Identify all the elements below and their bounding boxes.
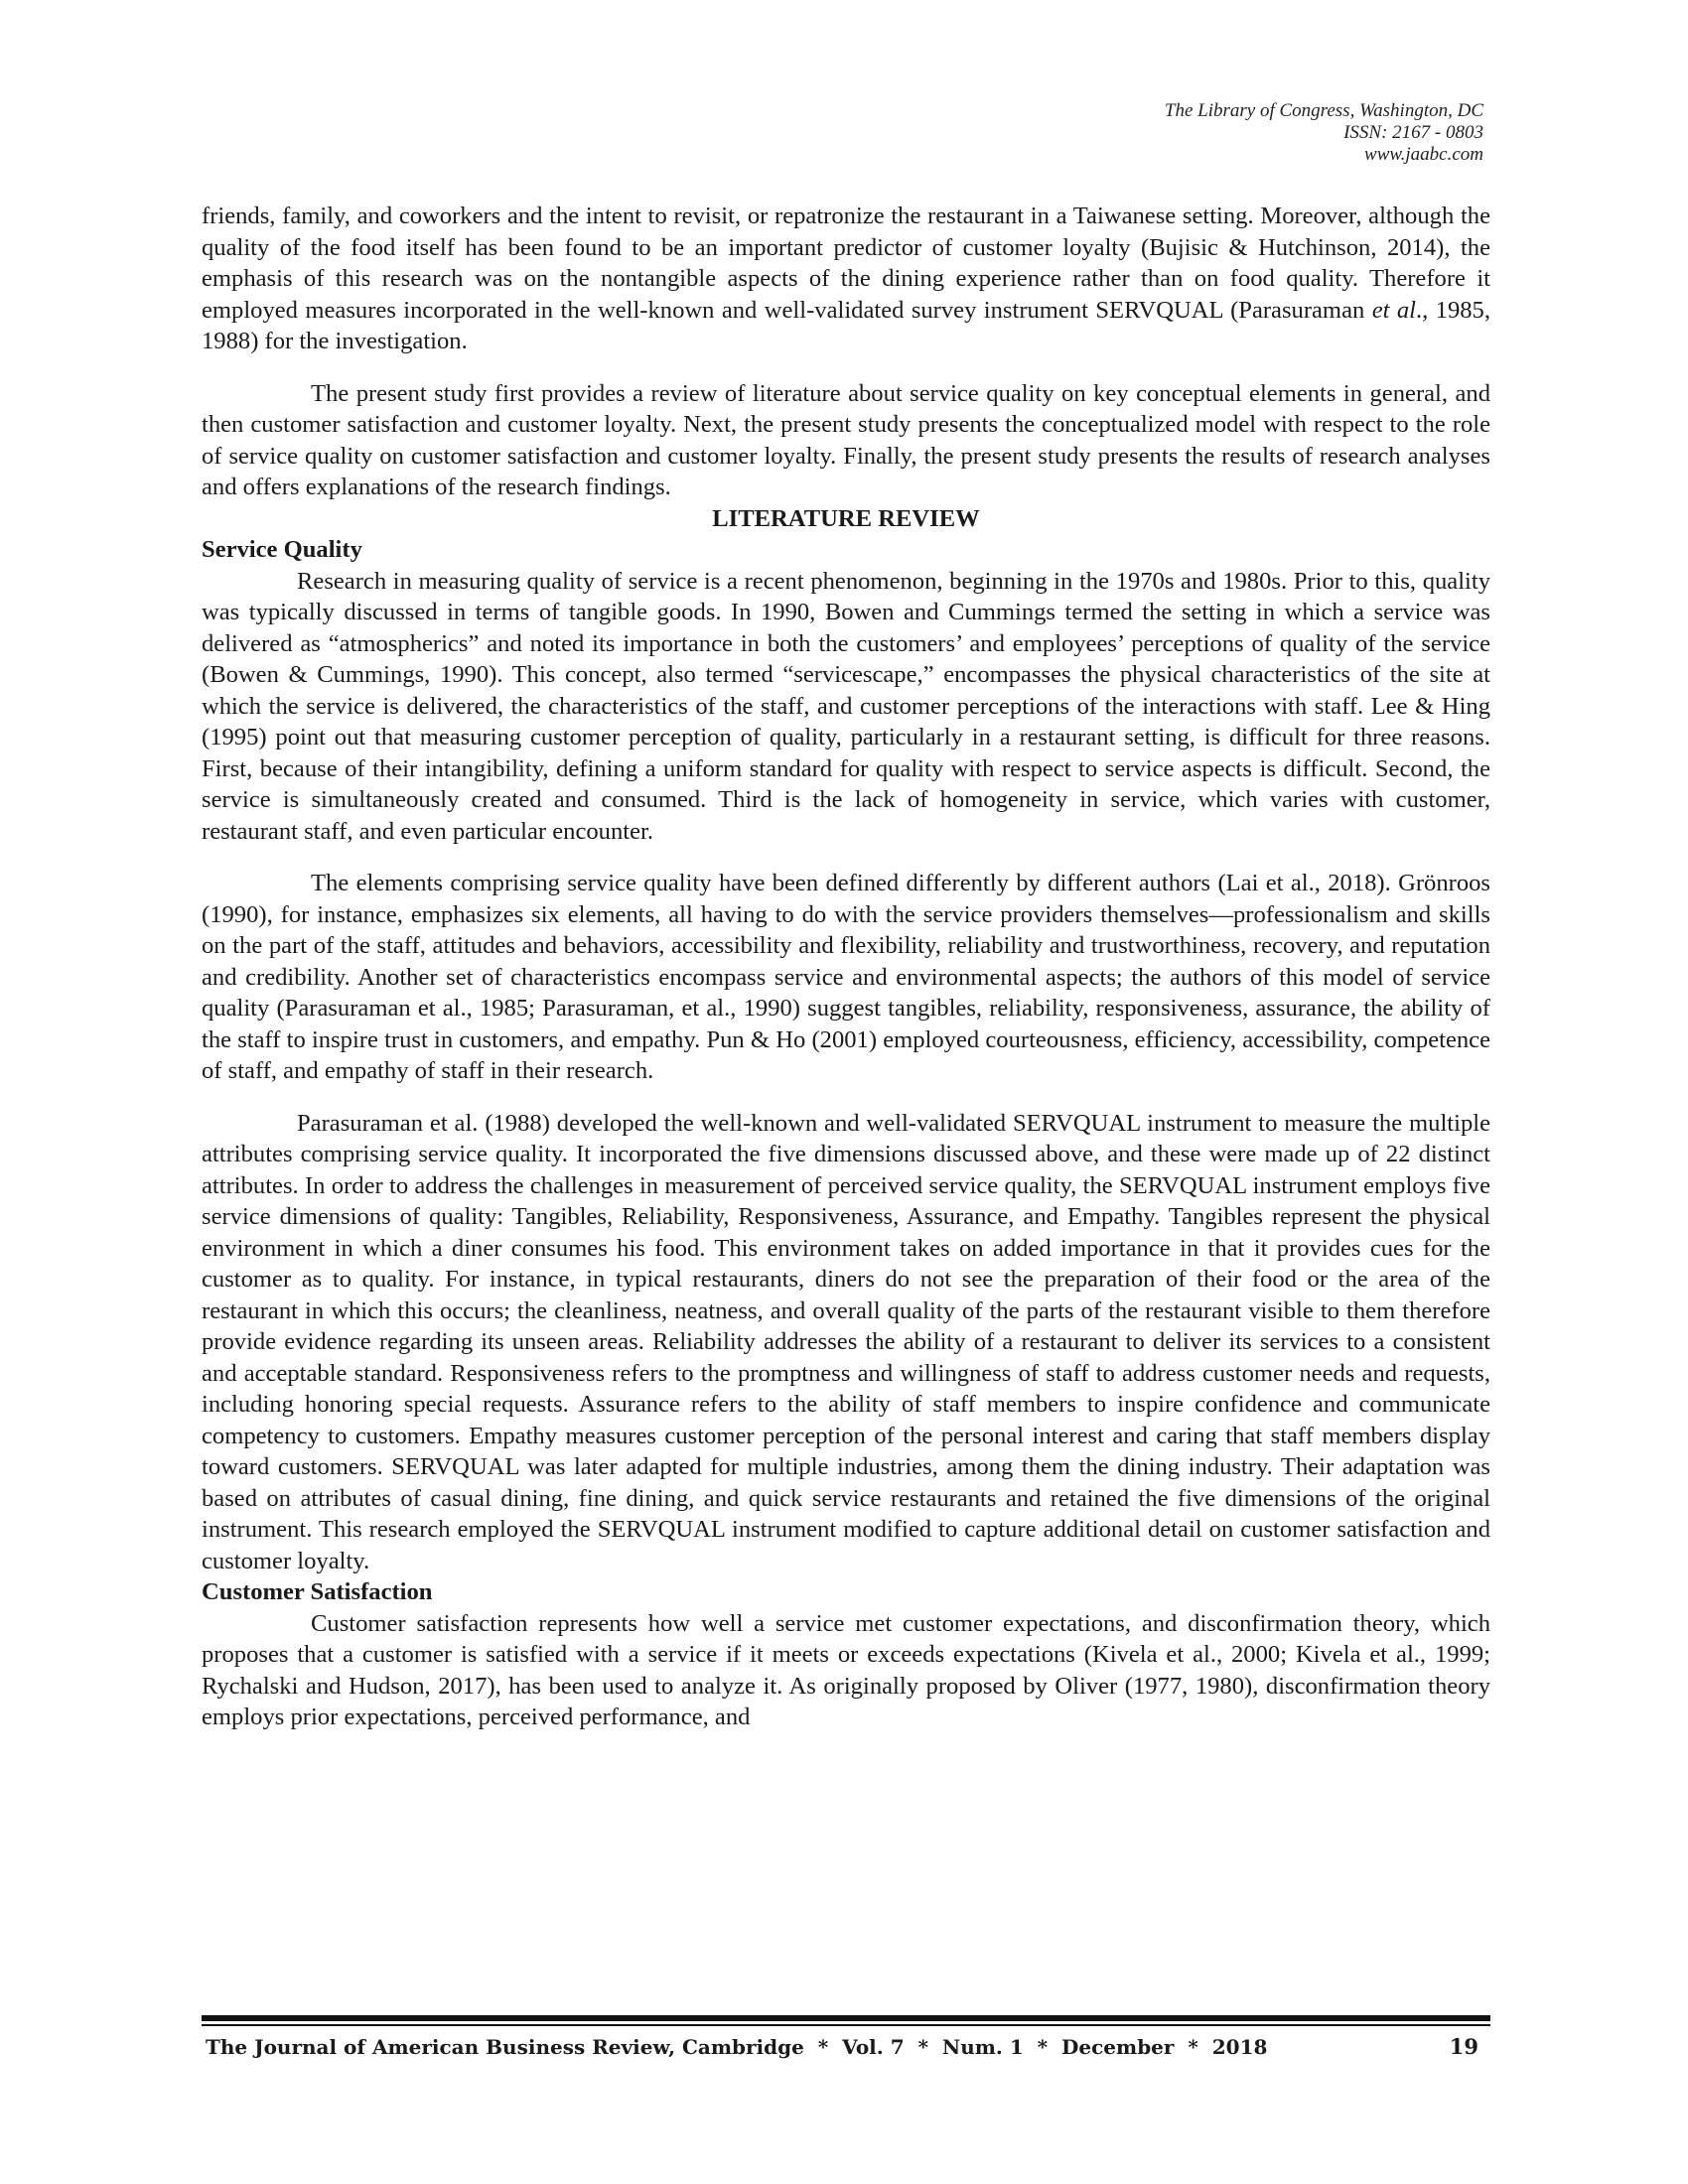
- italic-et-al: et al: [1371, 296, 1416, 324]
- paragraph-servqual: Parasuraman et al. (1988) developed the well-known and well-validated SERVQUAL instrument to measure the multiple attributes comprising service quality. It incorporated the five dimensions discussed above, and these were made up of 22 distinct attributes. In order to address the challenges in measurement of perceived service quality, the SERVQUAL instrument employs five service dimensions of quality: Tangibles, Reliability, Responsiveness, Assurance, and Empathy. Tangibles represent the physical environment in which a diner consumes his food. This environment takes on added importance in that it provides cues for the customer as to quality. For instance, in typical restaurants, diners do not see the preparation of their food or the area of the restaurant in which this occurs; the cleanliness, neatness, and overall quality of the parts of the restaurant visible to them therefore provide evidence regarding its unseen areas. Reliability addresses the ability of a restaurant to deliver its services to a consistent and acceptable standard. Responsiveness refers to the promptness and willingness of staff to address customer needs and requests, including honoring special requests. Assurance refers to the ability of staff members to inspire confidence and communicate competency to customers. Empathy measures customer perception of the personal interest and caring that staff members display toward customers. SERVQUAL was later adapted for multiple industries, among them the dining industry. Their adaptation was based on attributes of casual dining, fine dining, and quick service restaurants and retained the five dimensions of the original instrument. This research employed the SERVQUAL instrument modified to capture additional detail on customer satisfaction and customer loyalty.: [202, 1109, 1490, 1574]
- header-issn: ISSN: 2167 - 0803: [1343, 122, 1483, 143]
- paragraph-customer-satisfaction: Customer satisfaction represents how well a service met customer expectations, and disconfirmation theory, which proposes that a customer is satisfied with a service if it meets or exceeds expectations (Kivela et al., 2000; Kivela et al., 1999; Rychalski and Hudson, 2017), has been used to analyze it. As originally proposed by Oliver (1977, 1980), disconfirmation theory employs prior expectations, perceived performance, and: [202, 1609, 1490, 1730]
- running-header: [1165, 100, 1483, 166]
- paragraph-intro-continuation: friends, family, and coworkers and the intent to revisit, or repatronize the restaurant in a Taiwanese setting. Moreover, although the quality of the food itself has been found to be an important predictor of customer loyalty (Bujisic & Hutchinson, 2014), the emphasis of this research was on the nontangible aspects of the dining experience rather than on food quality. Therefore it employed measures incorporated in the well-known and well-validated survey instrument SERVQUAL (Parasuraman et al., 1985, 1988) for the investigation.: [202, 203, 1491, 354]
- header-library: The Library of Congress, Washington, DC: [1164, 100, 1483, 121]
- running-footer: [202, 2033, 1490, 2061]
- paragraph-study-overview: The present study first provides a review of literature about service quality on key conceptual elements in general, and then customer satisfaction and customer loyalty. Next, the present study presents the conceptualized model with respect to the role of service quality on customer satisfaction and customer loyalty. Finally, the present study presents the results of research analyses and offers explanations of the research findings.: [202, 379, 1490, 500]
- paragraph-service-quality-research: Research in measuring quality of service is a recent phenomenon, beginning in the 1970s and 1980s. Prior to this, quality was typically discussed in terms of tangible goods. In 1990, Bowen and Cummings termed the setting in which a service was delivered as “atmospherics” and noted its importance in both the customers’ and employees’ perceptions of quality of the service (Bowen & Cummings, 1990). This concept, also termed “servicescape,” encompasses the physical characteristics of the site at which the service is delivered, the characteristics of the staff, and customer perceptions of the interactions with staff. Lee & Hing (1995) point out that measuring customer perception of quality, particularly in a restaurant setting, is difficult for three reasons. First, because of their intangibility, defining a uniform standard for quality with respect to service aspects is difficult. Second, the service is simultaneously created and consumed. Third is the lack of homogeneity in service, which varies with customer, restaurant staff, and even particular encounter.: [202, 567, 1490, 845]
- subheading-service-quality: Service Quality: [202, 536, 362, 563]
- header-website: www.jaabc.com: [1364, 144, 1483, 165]
- footer-rule-thin: [202, 2024, 1490, 2026]
- page-number: 19: [1449, 2034, 1478, 2059]
- section-title-literature-review: LITERATURE REVIEW: [712, 504, 980, 532]
- footer-rule-thick: [202, 2015, 1490, 2021]
- paragraph-service-quality-elements: The elements comprising service quality have been defined differently by different authors (Lai et al., 2018). Grönroos (1990), for instance, emphasizes six elements, all having to do with the service providers themselves—professionalism and skills on the part of the staff, attitudes and behaviors, accessibility and flexibility, reliability and trustworthiness, recovery, and reputation and credibility. Another set of characteristics encompass service and environmental aspects; the authors of this model of service quality (Parasuraman et al., 1985; Parasuraman, et al., 1990) suggest tangibles, reliability, responsiveness, assurance, the ability of the staff to inspire trust in customers, and empathy. Pun & Ho (2001) employed courteousness, efficiency, accessibility, competence of staff, and empathy of staff in their research.: [202, 870, 1490, 1084]
- page-body: [202, 201, 1490, 1733]
- footer-journal-citation: The Journal of American Business Review, Cambridge * Vol. 7 * Num. 1 * December * 2018: [206, 2035, 1268, 2059]
- subheading-customer-satisfaction: Customer Satisfaction: [202, 1578, 433, 1605]
